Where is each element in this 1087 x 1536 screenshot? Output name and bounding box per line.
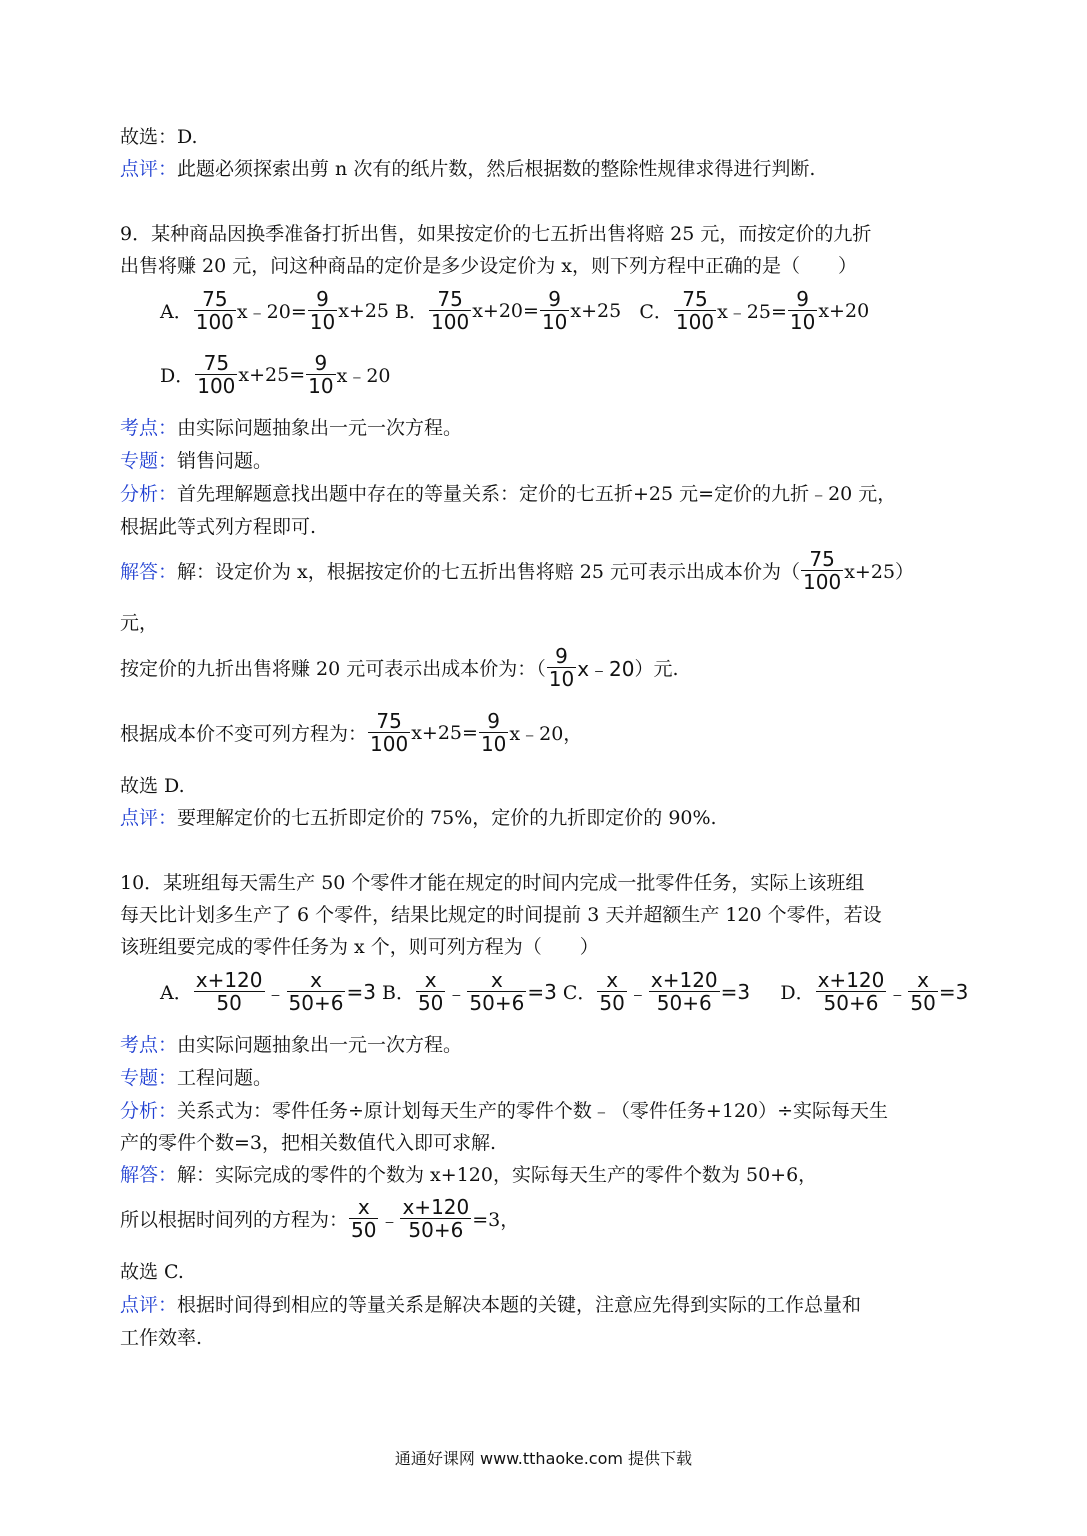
q9-option-d[interactable]: D． $\frac{75}{100}$ x+25= $\frac{9}{10}$ x﹣20 [160,351,391,398]
q9-jieda-line-1: 解答：解：设定价为 x，根据按定价的七五折出售将赔 25 元可表示出成本价为（ $\frac{75}{100}$ x+25） [120,547,915,594]
fraction: $\frac{x}{50}$ [417,968,444,1015]
q9-answer: 故选 D. [120,775,185,797]
q9-fenxi: 分析：首先理解题意找出题中存在的等量关系：定价的七五折+25 元=定价的九折﹣20 元， [120,483,897,505]
q9-zhuanti: 专题：销售问题。 [120,450,273,472]
q10-option-c[interactable]: C． $\frac{x}{50}$ ﹣ $\frac{x+120}{50+6}$ =3 [562,968,751,1015]
prev-answer: 故选：D. [120,126,198,148]
q10-option-b[interactable]: B． $\frac{x}{50}$ ﹣ $\frac{x}{50+6}$ =3 [381,968,557,1015]
fraction: $\frac{9}{10}$ [548,644,575,691]
fraction: $\frac{9}{10}$ [308,351,334,398]
fraction: $\frac{75}{100}$ [431,287,470,334]
q9-kaodian: 考点：由实际问题抽象出一元一次方程。 [120,417,463,439]
q9-option-c[interactable]: C． $\frac{75}{100}$ x﹣25= $\frac{9}{10}$ x+20 [639,287,870,334]
fraction: $\frac{x}{50}$ [351,1195,377,1242]
q9-jieda-line-4: 根据成本价不变可列方程为： $\frac{75}{100}$ x+25= $\frac{9}{10}$ x﹣20， [120,709,583,756]
q10-stem-line-3: 该班组要完成的零件任务为 x 个，则可列方程为（ ） [120,936,599,958]
q9-comment: 点评：要理解定价的七五折即定价的 75%，定价的九折即定价的 90%. [120,807,717,829]
q10-comment: 点评：根据时间得到相应的等量关系是解决本题的关键，注意应先得到实际的工作总量和 [120,1294,862,1316]
q10-jieda-equation: 所以根据时间列的方程为： $\frac{x}{50}$ ﹣ $\frac{x+120}{50+6}$ =3， [120,1195,520,1242]
q9-options-row-2 [160,352,391,397]
fraction: $\frac{9}{10}$ [309,287,336,334]
page-footer: 通通好课网 www.tthaoke.com 提供下载 [394,1449,693,1468]
fraction: $\frac{9}{10}$ [541,287,568,334]
fraction: $\frac{75}{100}$ [197,351,236,398]
q10-stem-line-2: 每天比计划多生产了 6 个零件，结果比规定的时间提前 3 天并超额生产 120 个零件，若设 [120,904,882,926]
fraction: $\frac{x+120}{50+6}$ [402,1195,470,1242]
q10-comment-cont: 工作效率. [120,1327,203,1349]
comment-text: 此题必须探索出剪 n 次有的纸片数，然后根据数的整除性规律求得进行判断. [177,158,816,180]
q9-stem-line-1: 9．某种商品因换季准备打折出售，如果按定价的七五折出售将赔 25 元，而按定价的九折 [120,223,872,245]
q9-fenxi-cont: 根据此等式列方程即可. [120,516,317,538]
comment-label: 点评： [120,158,178,180]
fraction: $\frac{x+120}{50}$ [195,968,263,1015]
q9-jieda-line-2: 元， [120,612,159,634]
fraction: $\frac{x}{50+6}$ [469,968,525,1015]
q10-stem-line-1: 10．某班组每天需生产 50 个零件才能在规定的时间内完成一批零件任务，实际上该班组 [120,872,865,894]
fraction: $\frac{75}{100}$ [675,287,715,334]
q10-options-row [160,969,968,1014]
fraction: $\frac{75}{100}$ [370,709,409,756]
q9-option-a[interactable]: A． $\frac{75}{100}$ x﹣20= $\frac{9}{10}$ x+25 [160,287,389,334]
q9-option-b[interactable]: B． $\frac{75}{100}$ x+20= $\frac{9}{10}$ x+25 [395,287,622,334]
fraction: $\frac{9}{10}$ [480,709,507,756]
q10-zhuanti: 专题：工程问题。 [120,1067,273,1089]
q10-answer: 故选 C. [120,1261,184,1283]
q10-kaodian: 考点：由实际问题抽象出一元一次方程。 [120,1034,463,1056]
fraction: $\frac{x}{50}$ [599,968,625,1015]
q10-fenxi-cont: 产的零件个数=3，把相关数值代入即可求解. [120,1132,497,1154]
q10-option-d[interactable]: D． $\frac{x+120}{50+6}$ ﹣ $\frac{x}{50}$ =3 [780,968,969,1015]
q9-stem-line-2: 出售将赚 20 元，问这种商品的定价是多少设定价为 x，则下列方程中正确的是（ ） [120,255,858,277]
q10-jieda: 解答：解：实际完成的零件的个数为 x+120，实际每天生产的零件个数为 50+6， [120,1164,818,1186]
q10-option-a[interactable]: A． $\frac{x+120}{50}$ ﹣ $\frac{x}{50+6}$ =3 [160,968,376,1015]
fraction: $\frac{x+120}{50+6}$ [650,968,718,1015]
q10-fenxi: 分析：关系式为：零件任务÷原计划每天生产的零件个数﹣（零件任务+120）÷实际每天生 [120,1100,889,1122]
fraction: $\frac{75}{100}$ [803,547,842,594]
fraction: $\frac{75}{100}$ [195,287,234,334]
q9-options-row-1 [160,288,869,333]
fraction: $\frac{x+120}{50+6}$ [817,968,885,1015]
prev-comment [120,156,815,182]
q9-jieda-line-3: 按定价的九折出售将赚 20 元可表示出成本价为：（ $\frac{9}{10}$ x﹣20）元. [120,644,679,691]
fraction: $\frac{9}{10}$ [789,287,816,334]
fraction: $\frac{x}{50+6}$ [288,968,344,1015]
fraction: $\frac{x}{50}$ [910,968,936,1015]
